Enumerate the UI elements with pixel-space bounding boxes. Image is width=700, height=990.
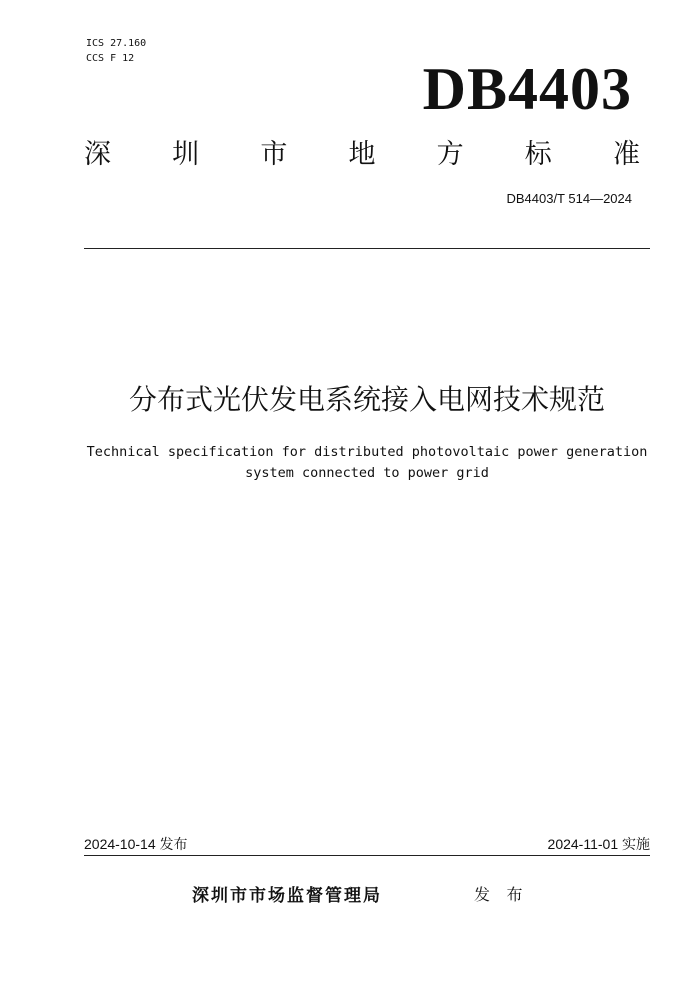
bottom-divider bbox=[84, 855, 650, 856]
standard-type-char: 市 bbox=[260, 139, 288, 169]
issue-date: 2024-10-14 发布 bbox=[84, 836, 188, 852]
title-english: Technical specification for distributed photovoltaic power generation system connected to power grid bbox=[86, 444, 648, 481]
standard-number: DB4403/T 514—2024 bbox=[506, 191, 632, 206]
ics-code: ICS 27.160 bbox=[86, 38, 147, 49]
publish-label: 发 布 bbox=[474, 887, 529, 904]
standard-code-logo: DB4403 bbox=[422, 56, 632, 122]
standard-type-char: 地 bbox=[348, 139, 376, 169]
ccs-code: CCS F 12 bbox=[86, 53, 135, 64]
standard-type-char: 圳 bbox=[172, 139, 200, 169]
standard-type-char: 深 bbox=[84, 139, 111, 169]
publisher-name: 深圳市市场监督管理局 bbox=[192, 886, 382, 905]
implementation-date: 2024-11-01 实施 bbox=[547, 836, 650, 852]
standard-type-char: 标 bbox=[524, 139, 552, 169]
title-chinese: 分布式光伏发电系统接入电网技术规范 bbox=[128, 384, 605, 415]
top-divider bbox=[84, 248, 650, 249]
standard-type-heading bbox=[84, 136, 640, 172]
standard-type-char: 方 bbox=[436, 139, 464, 169]
standard-type-char: 准 bbox=[612, 139, 640, 169]
